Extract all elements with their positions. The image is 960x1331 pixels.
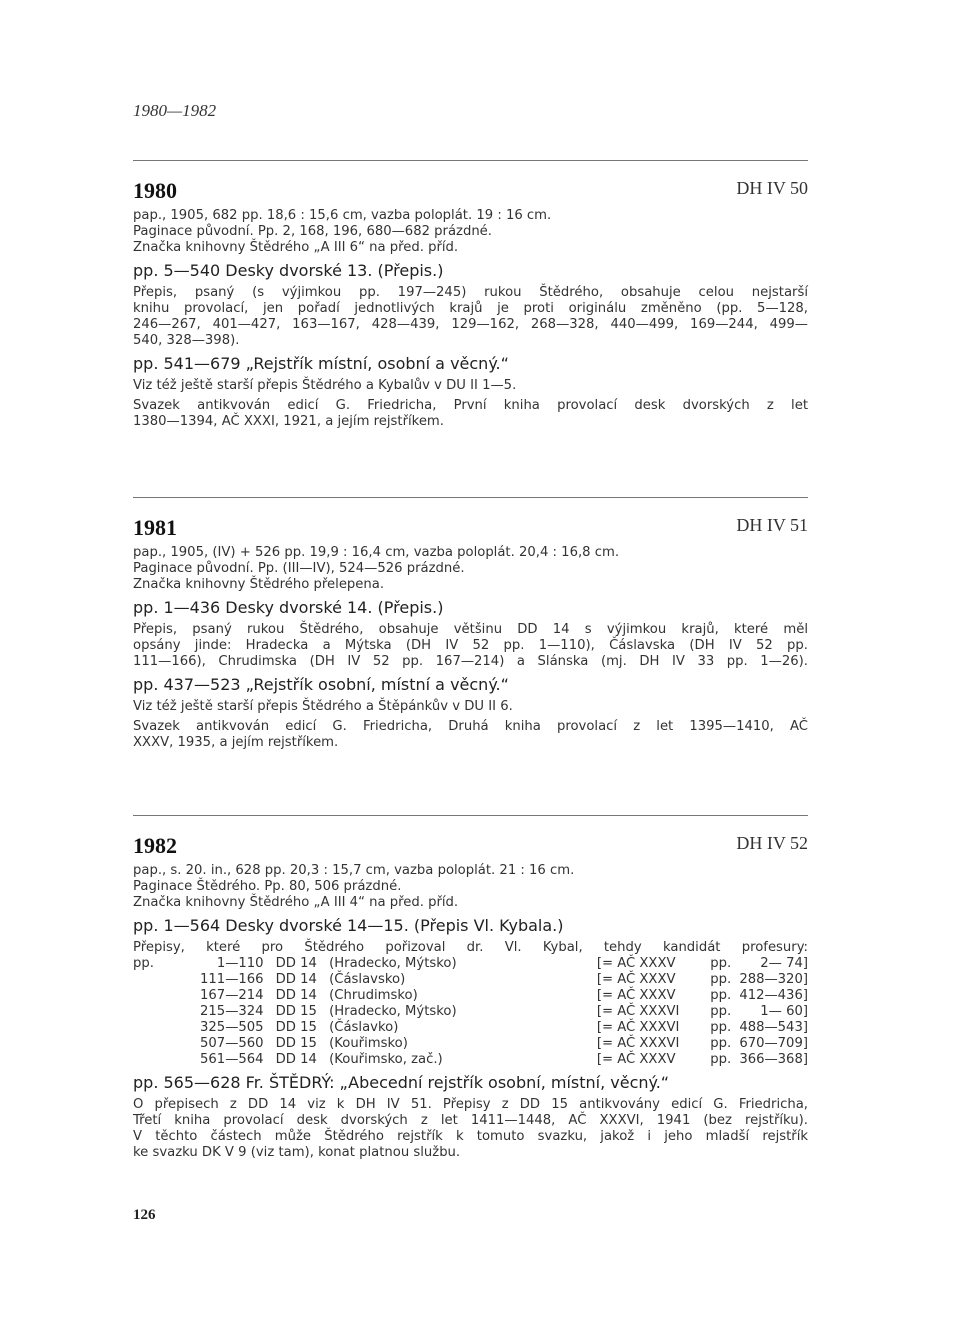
- pp-label: pp.: [710, 1020, 732, 1035]
- dd-volume: DD 14: [275, 972, 317, 987]
- text-line: Viz též ještě starší přepis Štědrého a Kybalův v DU II 1—5.: [133, 378, 517, 393]
- desc-line: Paginace původní. Pp. 2, 168, 196, 680—682 prázdné.: [133, 224, 492, 239]
- dd-volume: DD 14: [275, 1052, 317, 1067]
- ac-pages: 366—368]: [739, 1052, 808, 1067]
- dd-volume: DD 15: [275, 1004, 317, 1019]
- ac-reference: [= AČ XXXVI: [596, 1004, 680, 1019]
- dd-volume: DD 14: [275, 988, 317, 1003]
- region: (Hradecko, Mýtsko): [329, 956, 457, 971]
- note-line: 1380—1394, AČ XXXI, 1921, a jejím rejstříkem.: [133, 414, 444, 429]
- desc-line: Paginace Štědrého. Pp. 80, 506 prázdné.: [133, 879, 402, 894]
- text-line: knihu provolací, jen pořadí jednotlivých krajů je proti originálu změněno (pp. 5—128,: [133, 301, 808, 316]
- pp-prefix: pp.: [133, 956, 154, 971]
- part-title: pp. 5—540 Desky dvorské 13. (Přepis.): [133, 261, 444, 280]
- text-line: O přepisech z DD 14 viz k DH IV 51. Přepisy z DD 15 antikvovány edicí G. Friedricha,: [133, 1097, 808, 1112]
- pp-label: pp.: [710, 988, 732, 1003]
- part-title: pp. 1—436 Desky dvorské 14. (Přepis.): [133, 598, 444, 617]
- page-range: 561—564: [200, 1052, 264, 1067]
- desc-line: pap., s. 20. in., 628 pp. 20,3 : 15,7 cm, vazba poloplát. 21 : 16 cm.: [133, 863, 575, 878]
- entry-1982: [133, 833, 808, 1161]
- text-line: 246—267, 401—427, 163—167, 428—439, 129—162, 268—328, 440—499, 169—244, 499—: [133, 317, 808, 332]
- text-line: Přepis, psaný (s výjimkou pp. 197—245) rukou Štědrého, obsahuje celou nejstarší: [133, 285, 808, 300]
- pp-label: pp.: [710, 972, 732, 987]
- pp-label: pp.: [710, 1052, 732, 1067]
- divider: [133, 815, 808, 816]
- region: (Čáslavsko): [329, 972, 406, 987]
- part-title: pp. 565—628 Fr. ŠTĚDRÝ: „Abecední rejstřík osobní, místní, věcný.“: [133, 1073, 670, 1092]
- ac-reference: [= AČ XXXVI: [596, 1036, 680, 1051]
- ac-pages: 1— 60]: [760, 1004, 808, 1019]
- page-range: 215—324: [200, 1004, 264, 1019]
- part-title: pp. 541—679 „Rejstřík místní, osobní a věcný.“: [133, 354, 509, 373]
- running-head: 1980—1982: [133, 101, 217, 120]
- divider: [133, 160, 808, 161]
- entry-1981: [133, 515, 808, 751]
- shelf-signature: DH IV 52: [736, 833, 808, 853]
- transcript-table: [133, 956, 808, 1068]
- desc-line: pap., 1905, (IV) + 526 pp. 19,9 : 16,4 cm, vazba poloplát. 20,4 : 16,8 cm.: [133, 545, 620, 560]
- page-range: 167—214: [200, 988, 264, 1003]
- ac-reference: [= AČ XXXV: [596, 988, 676, 1003]
- shelf-signature: DH IV 50: [736, 178, 808, 198]
- desc-line: pap., 1905, 682 pp. 18,6 : 15,6 cm, vazba poloplát. 19 : 16 cm.: [133, 208, 552, 223]
- note-line: XXXV, 1935, a jejím rejstříkem.: [133, 735, 339, 750]
- part-title: pp. 1—564 Desky dvorské 14—15. (Přepis Vl. Kybala.): [133, 916, 564, 935]
- text-line: 111—166), Chrudimska (DH IV 52 pp. 167—214) a Slánska (mj. DH IV 33 pp. 1—26).: [133, 654, 808, 669]
- text-line: opsány jinde: Hradecka a Mýtska (DH IV 52 pp. 1—110), Čáslavska (DH IV 52 pp.: [133, 638, 808, 653]
- table-row: [133, 956, 808, 972]
- part-title: pp. 437—523 „Rejstřík osobní, místní a věcný.“: [133, 675, 509, 694]
- dd-volume: DD 14: [275, 956, 317, 971]
- desc-line: Značka knihovny Štědrého přelepena.: [133, 577, 385, 592]
- desc-line: Paginace původní. Pp. (III—IV), 524—526 prázdné.: [133, 561, 465, 576]
- entry-number: 1981: [133, 515, 177, 540]
- entry-1980: [133, 178, 808, 430]
- region: (Kouřimsko, zač.): [329, 1052, 443, 1067]
- table-row: [133, 972, 808, 988]
- region: (Čáslavko): [329, 1020, 399, 1035]
- pp-label: pp.: [710, 956, 732, 971]
- page-range: 507—560: [200, 1036, 264, 1051]
- region: (Hradecko, Mýtsko): [329, 1004, 457, 1019]
- ac-reference: [= AČ XXXV: [596, 956, 676, 971]
- region: (Chrudimsko): [329, 988, 418, 1003]
- region: (Kouřimsko): [329, 1036, 408, 1051]
- page-range: 1—110: [216, 956, 264, 971]
- desc-line: Značka knihovny Štědrého „A III 4“ na před. příd.: [133, 895, 459, 910]
- text-line: Přepisy, které pro Štědrého pořizoval dr. Vl. Kybal, tehdy kandidát profesury:: [133, 940, 808, 955]
- dd-volume: DD 15: [275, 1036, 317, 1051]
- text-line: Viz též ještě starší přepis Štědrého a Štěpánkův v DU II 6.: [133, 699, 513, 714]
- text-line: V těchto částech může Štědrého rejstřík k tomuto svazku, jakož i jeho mladší rejstřík: [133, 1129, 808, 1144]
- note-line: Svazek antikvován edicí G. Friedricha, První kniha provolací desk dvorských z let: [133, 398, 808, 413]
- ac-pages: 2— 74]: [760, 956, 808, 971]
- ac-reference: [= AČ XXXV: [596, 1052, 676, 1067]
- ac-pages: 488—543]: [739, 1020, 808, 1035]
- entry-number: 1982: [133, 833, 177, 858]
- table-row: [133, 1020, 808, 1036]
- ac-pages: 412—436]: [739, 988, 808, 1003]
- ac-reference: [= AČ XXXVI: [596, 1020, 680, 1035]
- shelf-signature: DH IV 51: [736, 515, 808, 535]
- pp-label: pp.: [710, 1036, 732, 1051]
- page-number: 126: [133, 1207, 156, 1223]
- divider: [133, 497, 808, 498]
- note-line: Svazek antikvován edicí G. Friedricha, Druhá kniha provolací z let 1395—1410, AČ: [133, 719, 808, 734]
- table-row: [133, 988, 808, 1004]
- desc-line: Značka knihovny Štědrého „A III 6“ na před. příd.: [133, 240, 459, 255]
- page-range: 111—166: [200, 972, 264, 987]
- page-range: 325—505: [200, 1020, 264, 1035]
- text-line: ke svazku DK V 9 (viz tam), konat platnou službu.: [133, 1145, 461, 1160]
- pp-label: pp.: [710, 1004, 732, 1019]
- ac-pages: 670—709]: [739, 1036, 808, 1051]
- entry-number: 1980: [133, 178, 177, 203]
- table-row: [133, 1052, 808, 1068]
- ac-pages: 288—320]: [739, 972, 808, 987]
- text-line: Třetí kniha provolací desk dvorských z let 1411—1448, AČ XXXVI, 1941 (bez rejstříku).: [133, 1113, 808, 1128]
- dd-volume: DD 15: [275, 1020, 317, 1035]
- text-line: Přepis, psaný rukou Štědrého, obsahuje většinu DD 14 s výjimkou krajů, které měl: [133, 622, 808, 637]
- table-row: [133, 1004, 808, 1020]
- ac-reference: [= AČ XXXV: [596, 972, 676, 987]
- text-line: 540, 328—398).: [133, 333, 240, 348]
- table-row: [133, 1036, 808, 1052]
